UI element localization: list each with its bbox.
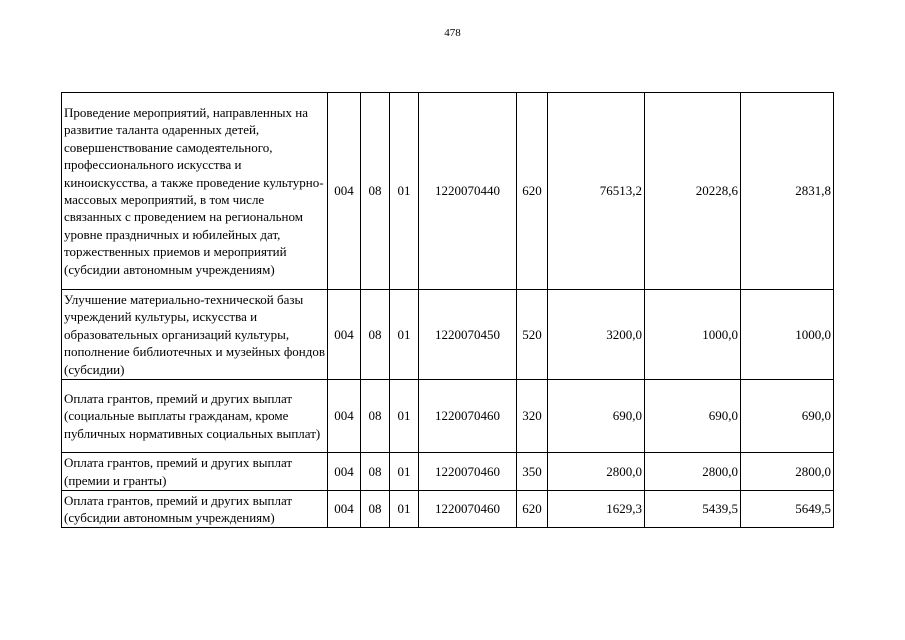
amount-2: 690,0 (645, 380, 741, 453)
section-code: 08 (361, 380, 390, 453)
table-row (62, 453, 834, 491)
expense-type-code: 320 (517, 380, 548, 453)
target-article-code: 1220070460 (419, 380, 517, 453)
budget-table (61, 92, 834, 528)
section-code: 08 (361, 93, 390, 290)
section-code: 08 (361, 290, 390, 380)
amount-1: 3200,0 (548, 290, 645, 380)
row-description: Проведение мероприятий, направленных на развитие таланта одаренных детей, совершенствование самодеятельного, профессионального искусства и киноискусства, а также проведение культурно-массовых мероприятий, в том числе связанных с проведением на региональном уровне праздничных и юбилейных дат, торжественных приемов и мероприятий (субсидии автономным учреждениям) (62, 93, 328, 290)
ministry-code: 004 (328, 491, 361, 528)
subsection-code: 01 (390, 380, 419, 453)
subsection-code: 01 (390, 290, 419, 380)
amount-3: 5649,5 (741, 491, 834, 528)
amount-3: 1000,0 (741, 290, 834, 380)
amount-3: 2831,8 (741, 93, 834, 290)
target-article-code: 1220070440 (419, 93, 517, 290)
amount-1: 1629,3 (548, 491, 645, 528)
section-code: 08 (361, 491, 390, 528)
target-article-code: 1220070450 (419, 290, 517, 380)
expense-type-code: 520 (517, 290, 548, 380)
expense-type-code: 620 (517, 491, 548, 528)
row-description: Оплата грантов, премий и других выплат (субсидии автономным учреждениям) (62, 491, 328, 528)
section-code: 08 (361, 453, 390, 491)
amount-3: 690,0 (741, 380, 834, 453)
table-row (62, 491, 834, 528)
subsection-code: 01 (390, 93, 419, 290)
page-number: 478 (444, 27, 461, 39)
row-description: Оплата грантов, премий и других выплат (социальные выплаты гражданам, кроме публичных нормативных социальных выплат) (62, 380, 328, 453)
row-description: Оплата грантов, премий и других выплат (премии и гранты) (62, 453, 328, 491)
subsection-code: 01 (390, 491, 419, 528)
table-row (62, 290, 834, 380)
amount-2: 20228,6 (645, 93, 741, 290)
target-article-code: 1220070460 (419, 491, 517, 528)
amount-2: 2800,0 (645, 453, 741, 491)
expense-type-code: 620 (517, 93, 548, 290)
ministry-code: 004 (328, 93, 361, 290)
ministry-code: 004 (328, 453, 361, 491)
subsection-code: 01 (390, 453, 419, 491)
amount-1: 76513,2 (548, 93, 645, 290)
ministry-code: 004 (328, 290, 361, 380)
row-description: Улучшение материально-технической базы учреждений культуры, искусства и образовательных организаций культуры, пополнение библиотечных и музейных фондов (субсидии) (62, 290, 328, 380)
target-article-code: 1220070460 (419, 453, 517, 491)
amount-2: 1000,0 (645, 290, 741, 380)
amount-1: 2800,0 (548, 453, 645, 491)
amount-3: 2800,0 (741, 453, 834, 491)
ministry-code: 004 (328, 380, 361, 453)
expense-type-code: 350 (517, 453, 548, 491)
table-row (62, 380, 834, 453)
table-row (62, 93, 834, 290)
amount-1: 690,0 (548, 380, 645, 453)
amount-2: 5439,5 (645, 491, 741, 528)
